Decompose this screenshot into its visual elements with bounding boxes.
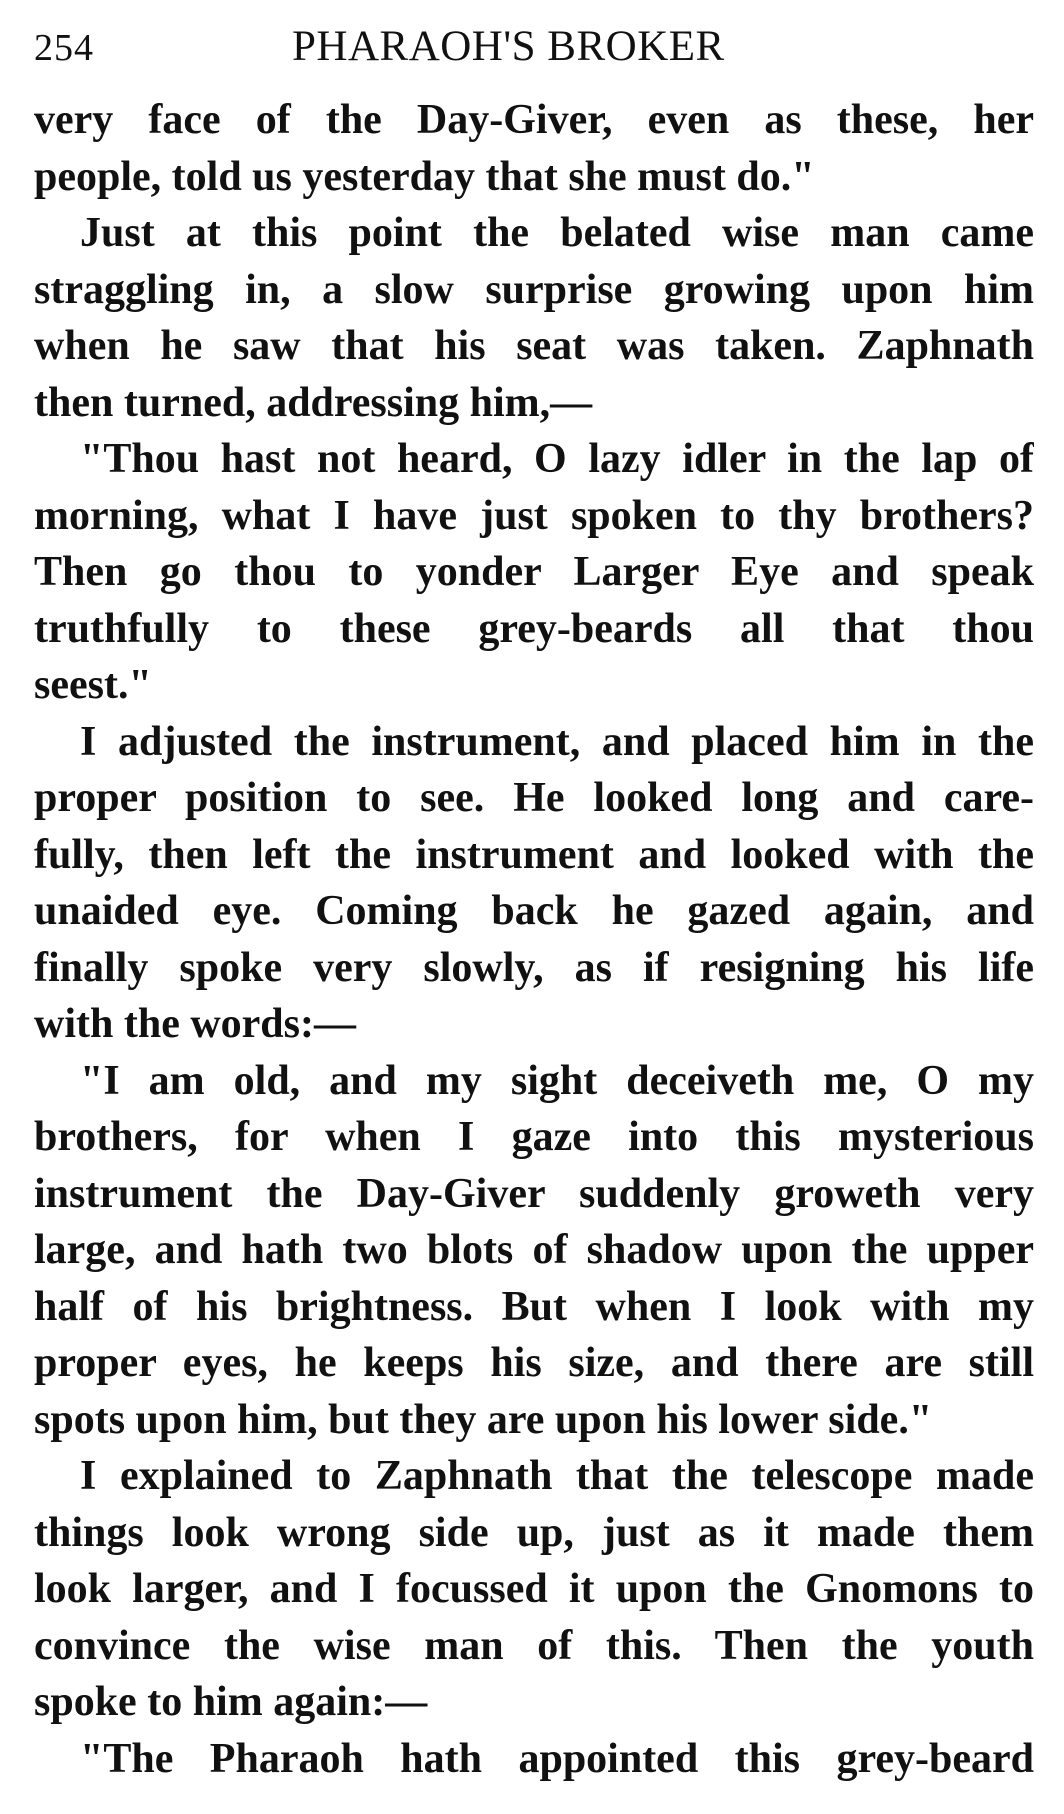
text-line: spots upon him, but they are upon his lower side.": [34, 1396, 933, 1443]
text-line: then turned, addressing him,—: [34, 379, 593, 426]
text-line: "Thou hast not heard, O lazy idler in the lap of: [80, 436, 1034, 482]
text-line: straggling in, a slow surprise growing upon him: [34, 266, 1034, 313]
text-line: Just at this point the belated wise man came: [80, 210, 1034, 256]
text-line: "The Pharaoh hath appointed this grey-beard: [80, 1735, 1034, 1782]
text-line: look larger, and I focussed it upon the Gnomons to: [34, 1566, 1034, 1612]
running-title: PHARAOH'S BROKER: [292, 23, 725, 70]
paragraph: [34, 1731, 1034, 1788]
text-line: I adjusted the instrument, and placed him in the: [80, 718, 1034, 765]
text-line: I explained to Zaphnath that the telescope made: [80, 1453, 1034, 1499]
text-line: morning, what I have just spoken to thy brothers?: [34, 492, 1034, 539]
text-line: things look wrong side up, just as it made them: [34, 1509, 1034, 1556]
page-number: 254: [34, 27, 94, 69]
text-line: half of his brightness. But when I look with my: [34, 1283, 1034, 1330]
text-line: spoke to him again:—: [34, 1679, 428, 1725]
text-line: "I am old, and my sight deceiveth me, O my: [80, 1057, 1034, 1104]
text-line: finally spoke very slowly, as if resigning his life: [34, 944, 1034, 991]
text-line: convince the wise man of this. Then the youth: [34, 1622, 1034, 1669]
text-line: fully, then left the instrument and looked with the: [34, 831, 1034, 878]
text-line: instrument the Day-Giver suddenly groweth very: [34, 1170, 1034, 1217]
text-line: very face of the Day-Giver, even as these, her: [34, 97, 1034, 143]
text-line: large, and hath two blots of shadow upon the upper: [34, 1227, 1034, 1273]
text-line: Then go thou to yonder Larger Eye and speak: [34, 549, 1034, 595]
running-head: [34, 14, 1034, 86]
paragraph: [34, 714, 1034, 1053]
paragraph: [34, 1053, 1034, 1449]
text-line: truthfully to these grey-beards all that thou: [34, 605, 1034, 652]
text-line: proper eyes, he keeps his size, and there are still: [34, 1340, 1034, 1386]
paragraph-continuation: [34, 92, 1034, 205]
book-page: [34, 14, 1034, 1804]
text-line: seest.": [34, 662, 152, 708]
text-line: people, told us yesterday that she must do.": [34, 153, 815, 200]
text-line: unaided eye. Coming back he gazed again, and: [34, 888, 1034, 934]
text-line: when he saw that his seat was taken. Zaphnath: [34, 323, 1034, 369]
paragraph: [34, 205, 1034, 431]
text-line: with the words:—: [34, 1001, 356, 1047]
body-text: [34, 92, 1034, 1787]
text-line: proper position to see. He looked long and care-: [34, 775, 1034, 821]
paragraph: [34, 431, 1034, 714]
paragraph: [34, 1448, 1034, 1731]
text-line: brothers, for when I gaze into this mysterious: [34, 1114, 1034, 1160]
